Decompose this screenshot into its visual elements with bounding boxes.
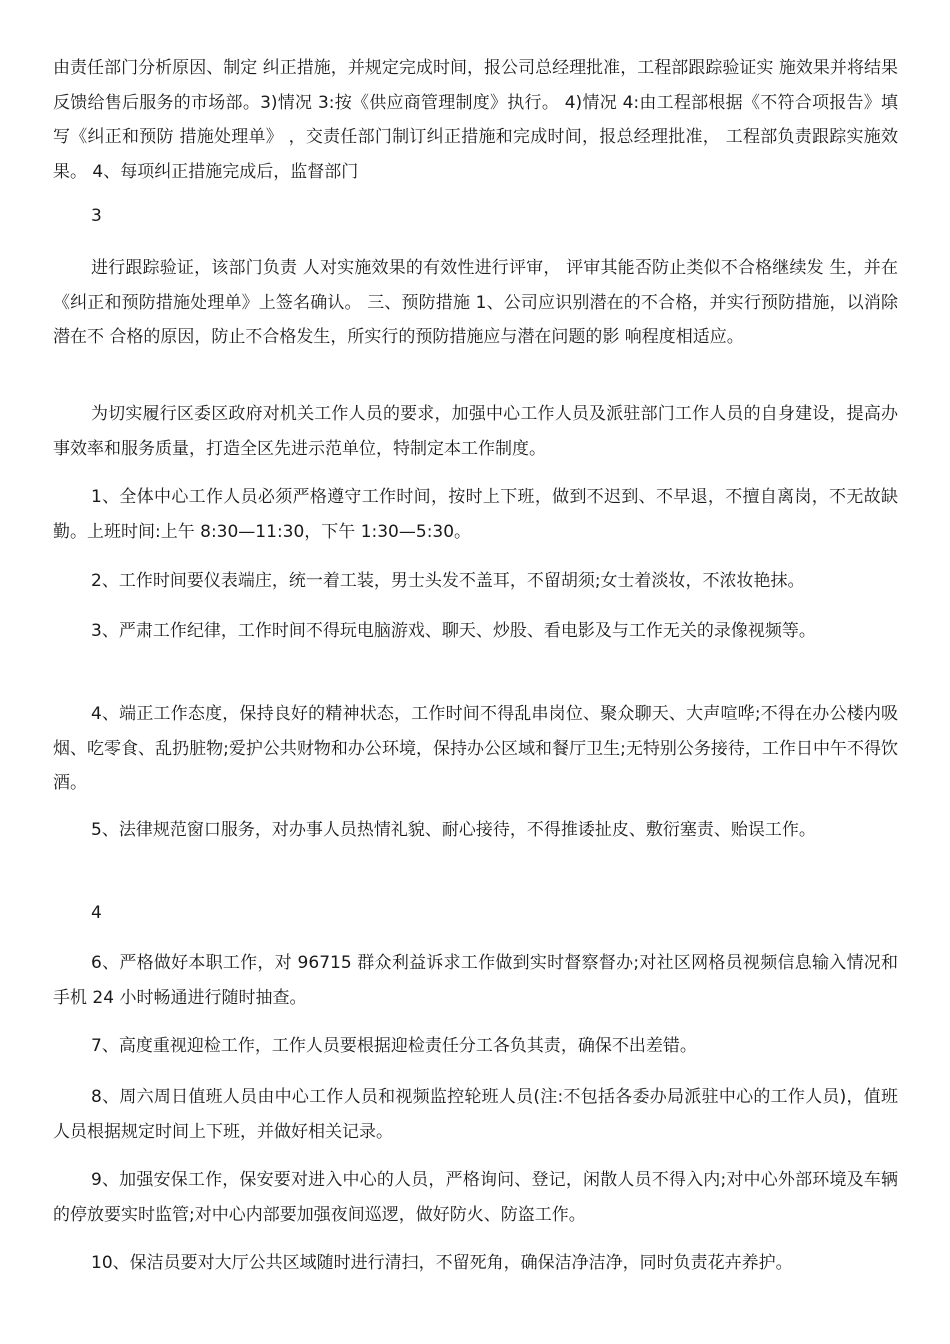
rule-item-6: 6、严格做好本职工作，对 96715 群众利益诉求工作做到实时督察督办;对社区网格员视频信息输入情况和手机 24 小时畅通进行随时抽查。 (53, 953, 898, 1008)
rule-item-3: 3、严肃工作纪律，工作时间不得玩电脑游戏、聊天、炒股、看电影及与工作无关的录像视频等。 (91, 621, 816, 641)
rule-item-4: 4、端正工作态度，保持良好的精神状态，工作时间不得乱串岗位、聚众聊天、大声喧哗;不得在办公楼内吸烟、吃零食、乱扔脏物;爱护公共财物和办公环境，保持办公区域和餐厅卫生;无特别公务接待，工作日中午不得饮酒。 (53, 704, 898, 793)
paragraph-corrective-actions: 由责任部门分析原因、制定 纠正措施，并规定完成时间，报公司总经理批准，工程部跟踪验证实 施效果并将结果反馈给售后服务的市场部。3)情况 3:按《供应商管理制度》执行。 4)情况 4:由工程部根据《不符合项报告》填写《纠正和预防 措施处理单》 ，交责任部门制订纠正措施和完成时间，报总经理批准， 工程部负责跟踪实施效果。 4、每项纠正措施完成后，监督部门 (53, 58, 898, 182)
rule-item-8: 8、周六周日值班人员由中心工作人员和视频监控轮班人员(注:不包括各委办局派驻中心的工作人员)，值班人员根据规定时间上下班，并做好相关记录。 (53, 1087, 898, 1142)
rule-item-1: 1、全体中心工作人员必须严格遵守工作时间，按时上下班，做到不迟到、不早退，不擅自离岗，不无故缺勤。上班时间:上午 8:30—11:30，下午 1:30—5:30。 (53, 487, 898, 542)
paragraph-followup-verification: 进行跟踪验证，该部门负责 人对实施效果的有效性进行评审， 评审其能否防止类似不合格继续发 生，并在《纠正和预防措施处理单》上签名确认。 三、预防措施 1、公司应识别潜在的不合格，并实行预防措施，以消除潜在不 合格的原因，防止不合格发生，所实行的预防措施应与潜在问题的影 响程度相适应。 (53, 258, 898, 347)
rule-item-2: 2、工作时间要仪表端庄，统一着工装，男士头发不盖耳，不留胡须;女士着淡妆，不浓妆艳抹。 (91, 571, 805, 591)
rule-item-10: 10、保洁员要对大厅公共区域随时进行清扫，不留死角，确保洁净洁净，同时负责花卉养护。 (91, 1253, 793, 1273)
paragraph-introduction: 为切实履行区委区政府对机关工作人员的要求，加强中心工作人员及派驻部门工作人员的自身建设，提高办事效率和服务质量，打造全区先进示范单位，特制定本工作制度。 (53, 404, 898, 459)
rule-item-7: 7、高度重视迎检工作，工作人员要根据迎检责任分工各负其责，确保不出差错。 (91, 1036, 697, 1056)
page-number: 4 (91, 903, 102, 923)
rule-item-5: 5、法律规范窗口服务，对办事人员热情礼貌、耐心接待，不得推诿扯皮、敷衍塞责、贻误工作。 (91, 820, 816, 840)
rule-item-9: 9、加强安保工作，保安要对进入中心的人员，严格询问、登记，闲散人员不得入内;对中心外部环境及车辆的停放要实时监管;对中心内部要加强夜间巡逻，做好防火、防盗工作。 (53, 1170, 898, 1225)
page-number: 3 (91, 206, 102, 226)
